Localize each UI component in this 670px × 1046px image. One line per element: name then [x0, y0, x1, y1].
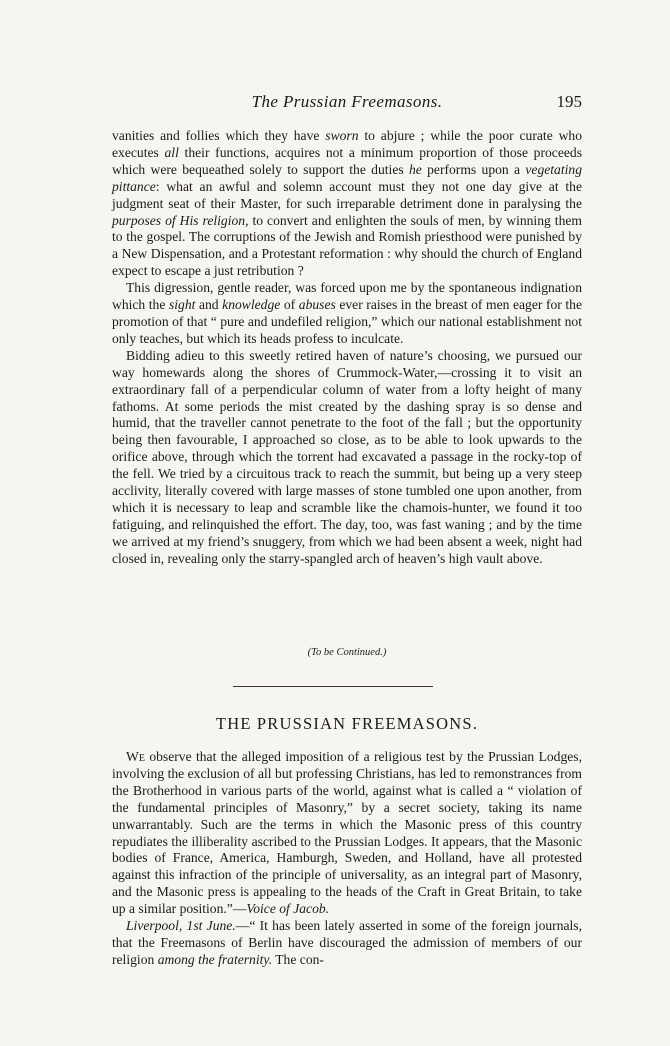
- italic-text: Voice of Jacob.: [246, 901, 330, 917]
- italic-text: sworn: [325, 128, 359, 143]
- running-head-title: The Prussian Freemasons.: [251, 92, 443, 111]
- paragraph: Liverpool, 1st June.—“ It has been lately asserted in some of the foreign journals, that the Freemasons of Berlin have discouraged the admission of members of our religion among the fraternity. The con-: [112, 918, 582, 967]
- italic-text: knowledge: [222, 297, 281, 313]
- running-head: [112, 92, 582, 118]
- italic-text: he: [408, 161, 422, 177]
- paragraph: This digression, gentle reader, was forced upon me by the spontaneous indignation which the sight and knowledge of abuses ever raises in the breast of men eager for the promotion of that “ pure and undefiled religion,” which our national establishment not only teaches, but which its heads profess to inculcate.: [112, 280, 582, 346]
- italic-text: vegetating pittance: [112, 161, 582, 194]
- italic-text: Liverpool, 1st June.: [126, 918, 236, 934]
- article-heading: THE PRUSSIAN FREEMASONS.: [215, 714, 479, 733]
- section-divider: [233, 686, 433, 687]
- article-continuation: [112, 128, 582, 568]
- small-caps-text: We: [126, 749, 145, 764]
- page-number: 195: [556, 92, 582, 111]
- paragraph: vanities and follies which they have sworn to abjure ; while the poor curate who executes all their functions, acquires not a minimum proportion of those proceeds which were bequeathed solely to support the duties he performs upon a vegetating pittance: what an awful and solemn account must they not one day give at the judgment seat of their Master, for such irreparable detriment done in paralysing the purposes of His religion, to convert and enlighten the souls of men, by winning them to the gospel. The corruptions of the Jewish and Romish priesthood were punished by a New Dispensation, and a Protestant reformation : why should the church of England expect to escape a just retribution ?: [112, 128, 582, 279]
- paragraph: We observe that the alleged imposition of a religious test by the Prussian Lodges, involving the exclusion of all but professing Christians, has led to remonstrances from the Brotherhood in various parts of the world, against what is called a “ violation of the fundamental principles of Masonry,” by a secret society, taking its name unwarrantably. Such are the terms in which the Masonic press of this country repudiates the illiberality ascribed to the Prussian Lodges. It appears, that the Masonic bodies of France, America, Hamburgh, Sweden, and Holland, have all protested against this infraction of the principle of universality, as an integral part of Masonry, and the Masonic press is appealing to the heads of the Craft in Great Britain, to take up a similar position.”—Voice of Jacob.: [112, 749, 582, 917]
- italic-text: all: [164, 144, 179, 160]
- to-be-continued-note: (To be Continued.): [307, 647, 387, 658]
- italic-text: abuses: [298, 297, 336, 313]
- italic-text: purposes of His religion: [112, 212, 246, 228]
- article-body: [112, 749, 582, 969]
- paragraph: Bidding adieu to this sweetly retired haven of nature’s choosing, we pursued our way homewards along the shores of Crummock-Water,—crossing it to visit an extraordinary fall of a perpendicular column of water from a lofty height of many fathoms. At some periods the mist created by the dashing spray is so dense and humid, that the traveller cannot penetrate to the foot of the fall ; but the opportunity being then favourable, I approached so close, as to be able to look upwards to the orifice above, through which the torrent had excavated a passage in the rocky-top of the fell. We tried by a circuitous track to reach the summit, but being up a very steep acclivity, literally covered with large masses of stone tumbled one upon another, from which it is necessary to leap and scramble like the chamois-hunter, we found it too fatiguing, and relinquished the effort. The day, too, was fast waning ; and by the time we arrived at my friend’s snuggery, from which we had been absent a week, night had closed in, revealing only the starry-spangled arch of heaven’s high vault above.: [112, 347, 582, 566]
- italic-text: sight: [168, 297, 196, 313]
- italic-text: among the fraternity.: [157, 951, 273, 967]
